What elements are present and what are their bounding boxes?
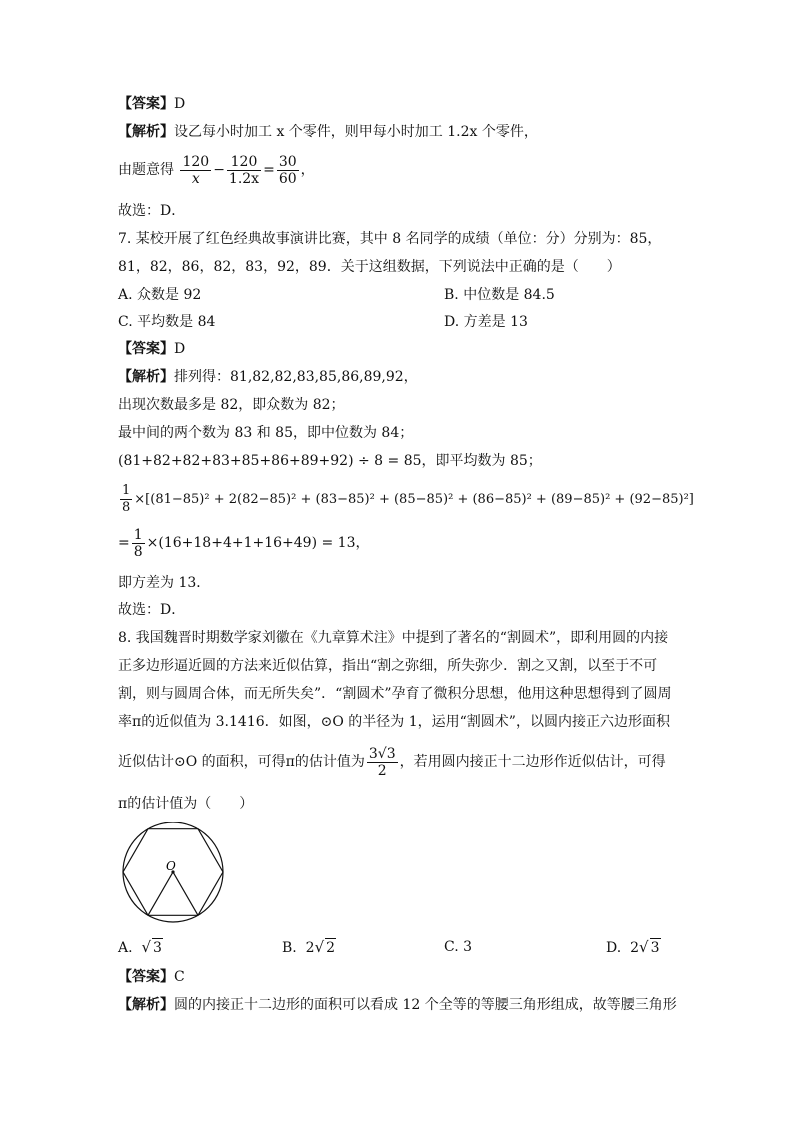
explanation-line [118, 996, 677, 1014]
equation-prefix: 由题意得 [118, 162, 174, 178]
question-8-line-2: 正多边形逼近圆的方法来近似估算，指出“割之弥细，所失弥少．割之又割，以至于不可 [118, 658, 658, 674]
option-a: A. 众数是 92 [118, 287, 202, 303]
option-b: B. 中位数是 84.5 [444, 287, 555, 303]
conclusion-line: 故选：D． [118, 203, 186, 219]
question-8-line-3: 割，则与圆周合体，而无所失矣”．“割圆术”孕育了微积分思想，他用这种思想得到了圆周 [118, 686, 672, 702]
option-c: C. 平均数是 84 [118, 314, 216, 330]
fraction: $\frac{1}{8}$ [133, 526, 143, 560]
fraction: $\frac{120}{1.2x}$ [228, 153, 260, 187]
variance-result-line: = $\frac{1}{8}$ ×(16+18+4+1+16+49) = 13， [118, 526, 370, 560]
question-8-line-4: 率π的近似值为 3.1416．如图，⊙O 的半径为 1，运用“割圆术”，以圆内接正六边形面积 [118, 714, 670, 730]
answer-value: C [174, 969, 185, 985]
center-label: O [166, 859, 176, 873]
answer-line [118, 340, 185, 358]
explanation-text: 圆的内接正十二边形的面积可以看成 12 个全等的等腰三角形组成，故等腰三角形 [174, 997, 677, 1013]
explanation-tag: 【解析】 [118, 124, 174, 140]
answer-line [118, 95, 185, 113]
fraction: $\frac{120}{x}$ [182, 153, 210, 187]
fraction: $\frac{3√3}{2}$ [368, 745, 396, 779]
answer-tag: 【答案】 [118, 341, 174, 357]
question-8-line-5: 近似估计⊙O 的面积，可得π的估计值为 $\frac{3√3}{2}$ ，若用圆内接正十二边形作近似估计，可得 [118, 745, 666, 779]
fraction: $\frac{1}{8}$ [122, 483, 131, 515]
answer-line [118, 968, 185, 986]
option-a: A. √ 3 [118, 938, 162, 956]
explanation-tag: 【解析】 [118, 997, 174, 1013]
option-d: D. 2√ 3 [606, 938, 660, 956]
option-b: B. 2√ 2 [282, 938, 336, 956]
explanation-text: 出现次数最多是 82，即众数为 82； [118, 397, 345, 413]
conclusion-line: 故选：D． [118, 602, 186, 618]
circle-hexagon-figure [118, 822, 228, 924]
answer-value: D [174, 96, 186, 112]
explanation-text: 最中间的两个数为 83 和 85，即中位数为 84； [118, 425, 414, 441]
equation-line: 由题意得 $\frac{120}{x}$ − $\frac{120}{1.2x}$ = $\frac{30}{60}$ ， [118, 153, 315, 187]
question-7-line-2: 81，82，86，82，83，92，89．关于这组数据，下列说法中正确的是（ ） [118, 259, 621, 275]
question-7-line-1: 7. 某校开展了红色经典故事演讲比赛，其中 8 名同学的成绩（单位：分）分别为：85， [118, 231, 662, 247]
variance-line: $\frac{1}{8}$ ×[(81−85)² + 2(82−85)² + (83−85)² + (85−85)² + (86−85)² + (89−85)² + (92−85)²] [122, 483, 694, 515]
option-d: D. 方差是 13 [444, 314, 528, 330]
question-8-line-6: π的估计值为（ ） [118, 796, 254, 812]
explanation-text: 排列得：81,82,82,83,85,86,89,92， [174, 369, 418, 385]
answer-tag: 【答案】 [118, 969, 174, 985]
explanation-text: 设乙每小时加工 x 个零件，则甲每小时加工 1.2x 个零件， [174, 124, 538, 140]
explanation-line [118, 123, 538, 141]
option-c: C. 3 [444, 939, 473, 955]
explanation-text: (81+82+82+83+85+86+89+92) ÷ 8 = 85，即平均数为 85； [118, 453, 542, 469]
triangle-shape [148, 872, 198, 915]
explanation-text: 即方差为 13． [118, 575, 211, 591]
answer-tag: 【答案】 [118, 96, 174, 112]
answer-value: D [174, 341, 186, 357]
question-8-line-1: 8. 我国魏晋时期数学家刘徽在《九章算术注》中提到了著名的“割圆术”，即利用圆的内接 [118, 630, 669, 646]
explanation-tag: 【解析】 [118, 369, 174, 385]
explanation-line [118, 368, 418, 386]
fraction: $\frac{30}{60}$ [278, 153, 297, 187]
